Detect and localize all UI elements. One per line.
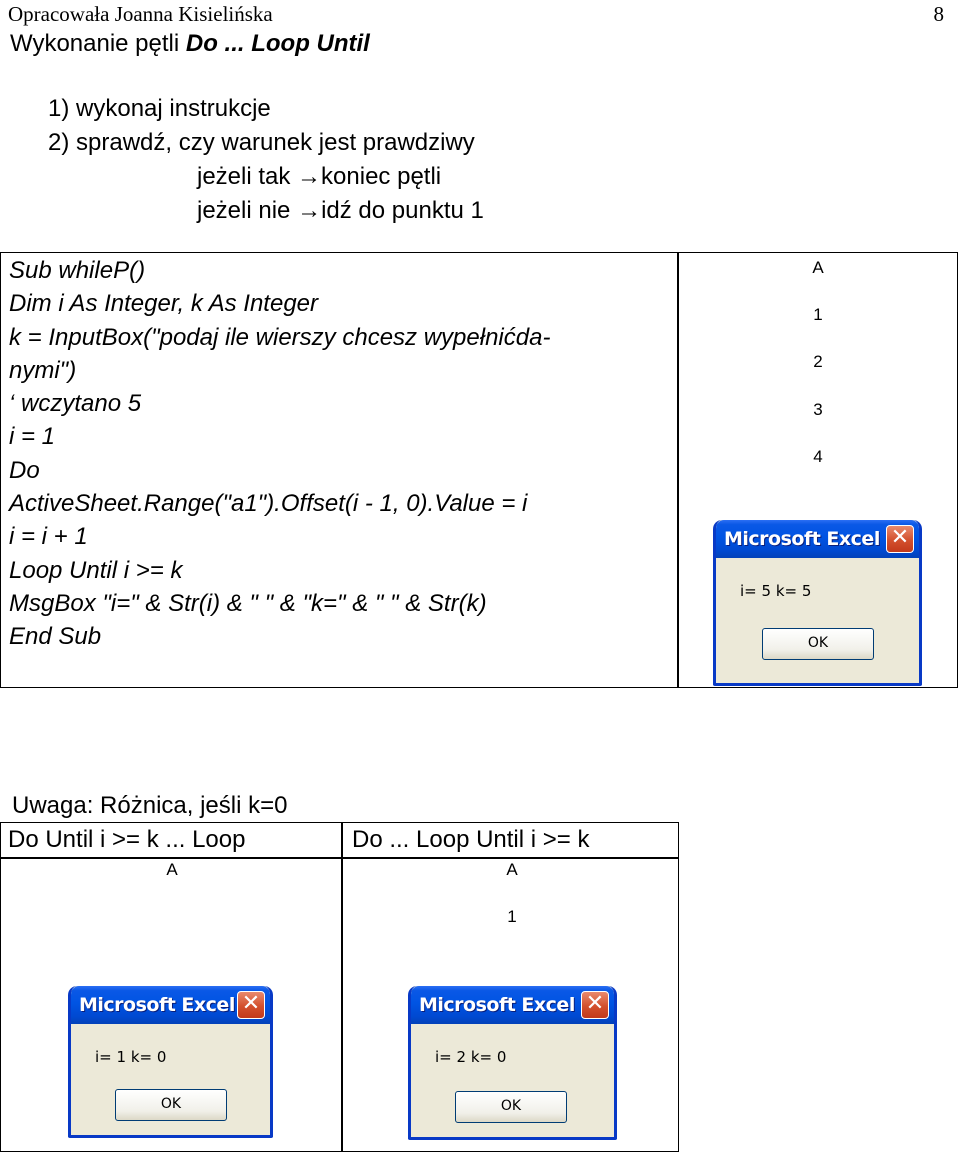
ok-button[interactable]: OK (455, 1091, 567, 1123)
right-loop-header: Do ... Loop Until i >= k (352, 826, 590, 853)
sheet-column-header: A (506, 860, 518, 879)
code-line: ActiveSheet.Range("a1").Offset(i - 1, 0).Value = i (9, 490, 528, 518)
sheet-column-header: A (812, 258, 824, 277)
arrow-right-icon: → (297, 163, 322, 190)
arrow-right-icon: → (297, 197, 322, 224)
if-yes-label: jeżeli tak (197, 163, 298, 190)
if-no-action: idź do punktu 1 (321, 197, 484, 224)
sheet-cell: 1 (507, 907, 517, 926)
msgbox-left (68, 986, 273, 1138)
sheet-column-header: A (166, 860, 178, 879)
ok-button[interactable]: OK (762, 628, 874, 660)
step-if-no (197, 197, 484, 225)
msgbox-title: Microsoft Excel (724, 528, 880, 550)
msgbox-message: i= 2 k= 0 (435, 1048, 507, 1066)
left-loop-header: Do Until i >= k ... Loop (8, 826, 246, 853)
code-line: MsgBox "i=" & Str(i) & " " & "k=" & " " & Str(k) (9, 589, 487, 617)
msgbox-title: Microsoft Excel (79, 994, 235, 1016)
step-if-yes (197, 163, 441, 191)
msgbox-main (713, 520, 922, 686)
if-yes-action: koniec pętli (321, 163, 442, 190)
code-line: Loop Until i >= k (9, 556, 183, 584)
code-line: nymi") (9, 356, 77, 384)
step-2: 2) sprawdź, czy warunek jest prawdziwy (48, 129, 475, 156)
page-number: 8 (933, 2, 944, 26)
msgbox-titlebar[interactable] (411, 986, 614, 1024)
msgbox-message: i= 1 k= 0 (95, 1048, 167, 1066)
sheet-cell: 3 (813, 400, 823, 419)
code-line: ‘ wczytano 5 (9, 390, 142, 418)
sheet-cell: 2 (813, 352, 823, 371)
code-line: Do (9, 456, 40, 484)
code-line: i = 1 (9, 423, 56, 451)
close-icon[interactable]: ✕ (237, 991, 265, 1019)
close-icon[interactable]: ✕ (886, 525, 914, 553)
msgbox-message: i= 5 k= 5 (740, 582, 812, 600)
msgbox-titlebar[interactable] (716, 520, 919, 558)
page-title-keyword: Do ... Loop Until (185, 30, 370, 57)
code-line: Sub whileP() (9, 257, 146, 284)
comparison-header-line (0, 857, 679, 859)
code-line: k = InputBox("podaj ile wierszy chcesz wypełnićda- (9, 323, 551, 351)
msgbox-right (408, 986, 617, 1140)
msgbox-title: Microsoft Excel (419, 994, 575, 1016)
author: Opracowała Joanna Kisielińska (8, 2, 273, 26)
msgbox-titlebar[interactable] (71, 986, 270, 1024)
close-icon[interactable]: ✕ (581, 991, 609, 1019)
code-listing (9, 254, 550, 654)
code-line: End Sub (9, 623, 102, 651)
if-no-label: jeżeli nie (197, 197, 298, 224)
step-1: 1) wykonaj instrukcje (48, 95, 271, 122)
page-title-prefix: Wykonanie pętli (10, 30, 186, 57)
code-line: Dim i As Integer, k As Integer (9, 290, 319, 318)
code-table-divider (677, 252, 679, 688)
sheet-cell: 4 (813, 447, 823, 466)
note-title: Uwaga: Różnica, jeśli k=0 (12, 792, 288, 819)
ok-button[interactable]: OK (115, 1089, 227, 1121)
code-line: i = i + 1 (9, 523, 88, 551)
sheet-cell: 1 (813, 305, 823, 324)
page-title (10, 30, 370, 58)
comparison-table-divider (341, 822, 343, 1152)
